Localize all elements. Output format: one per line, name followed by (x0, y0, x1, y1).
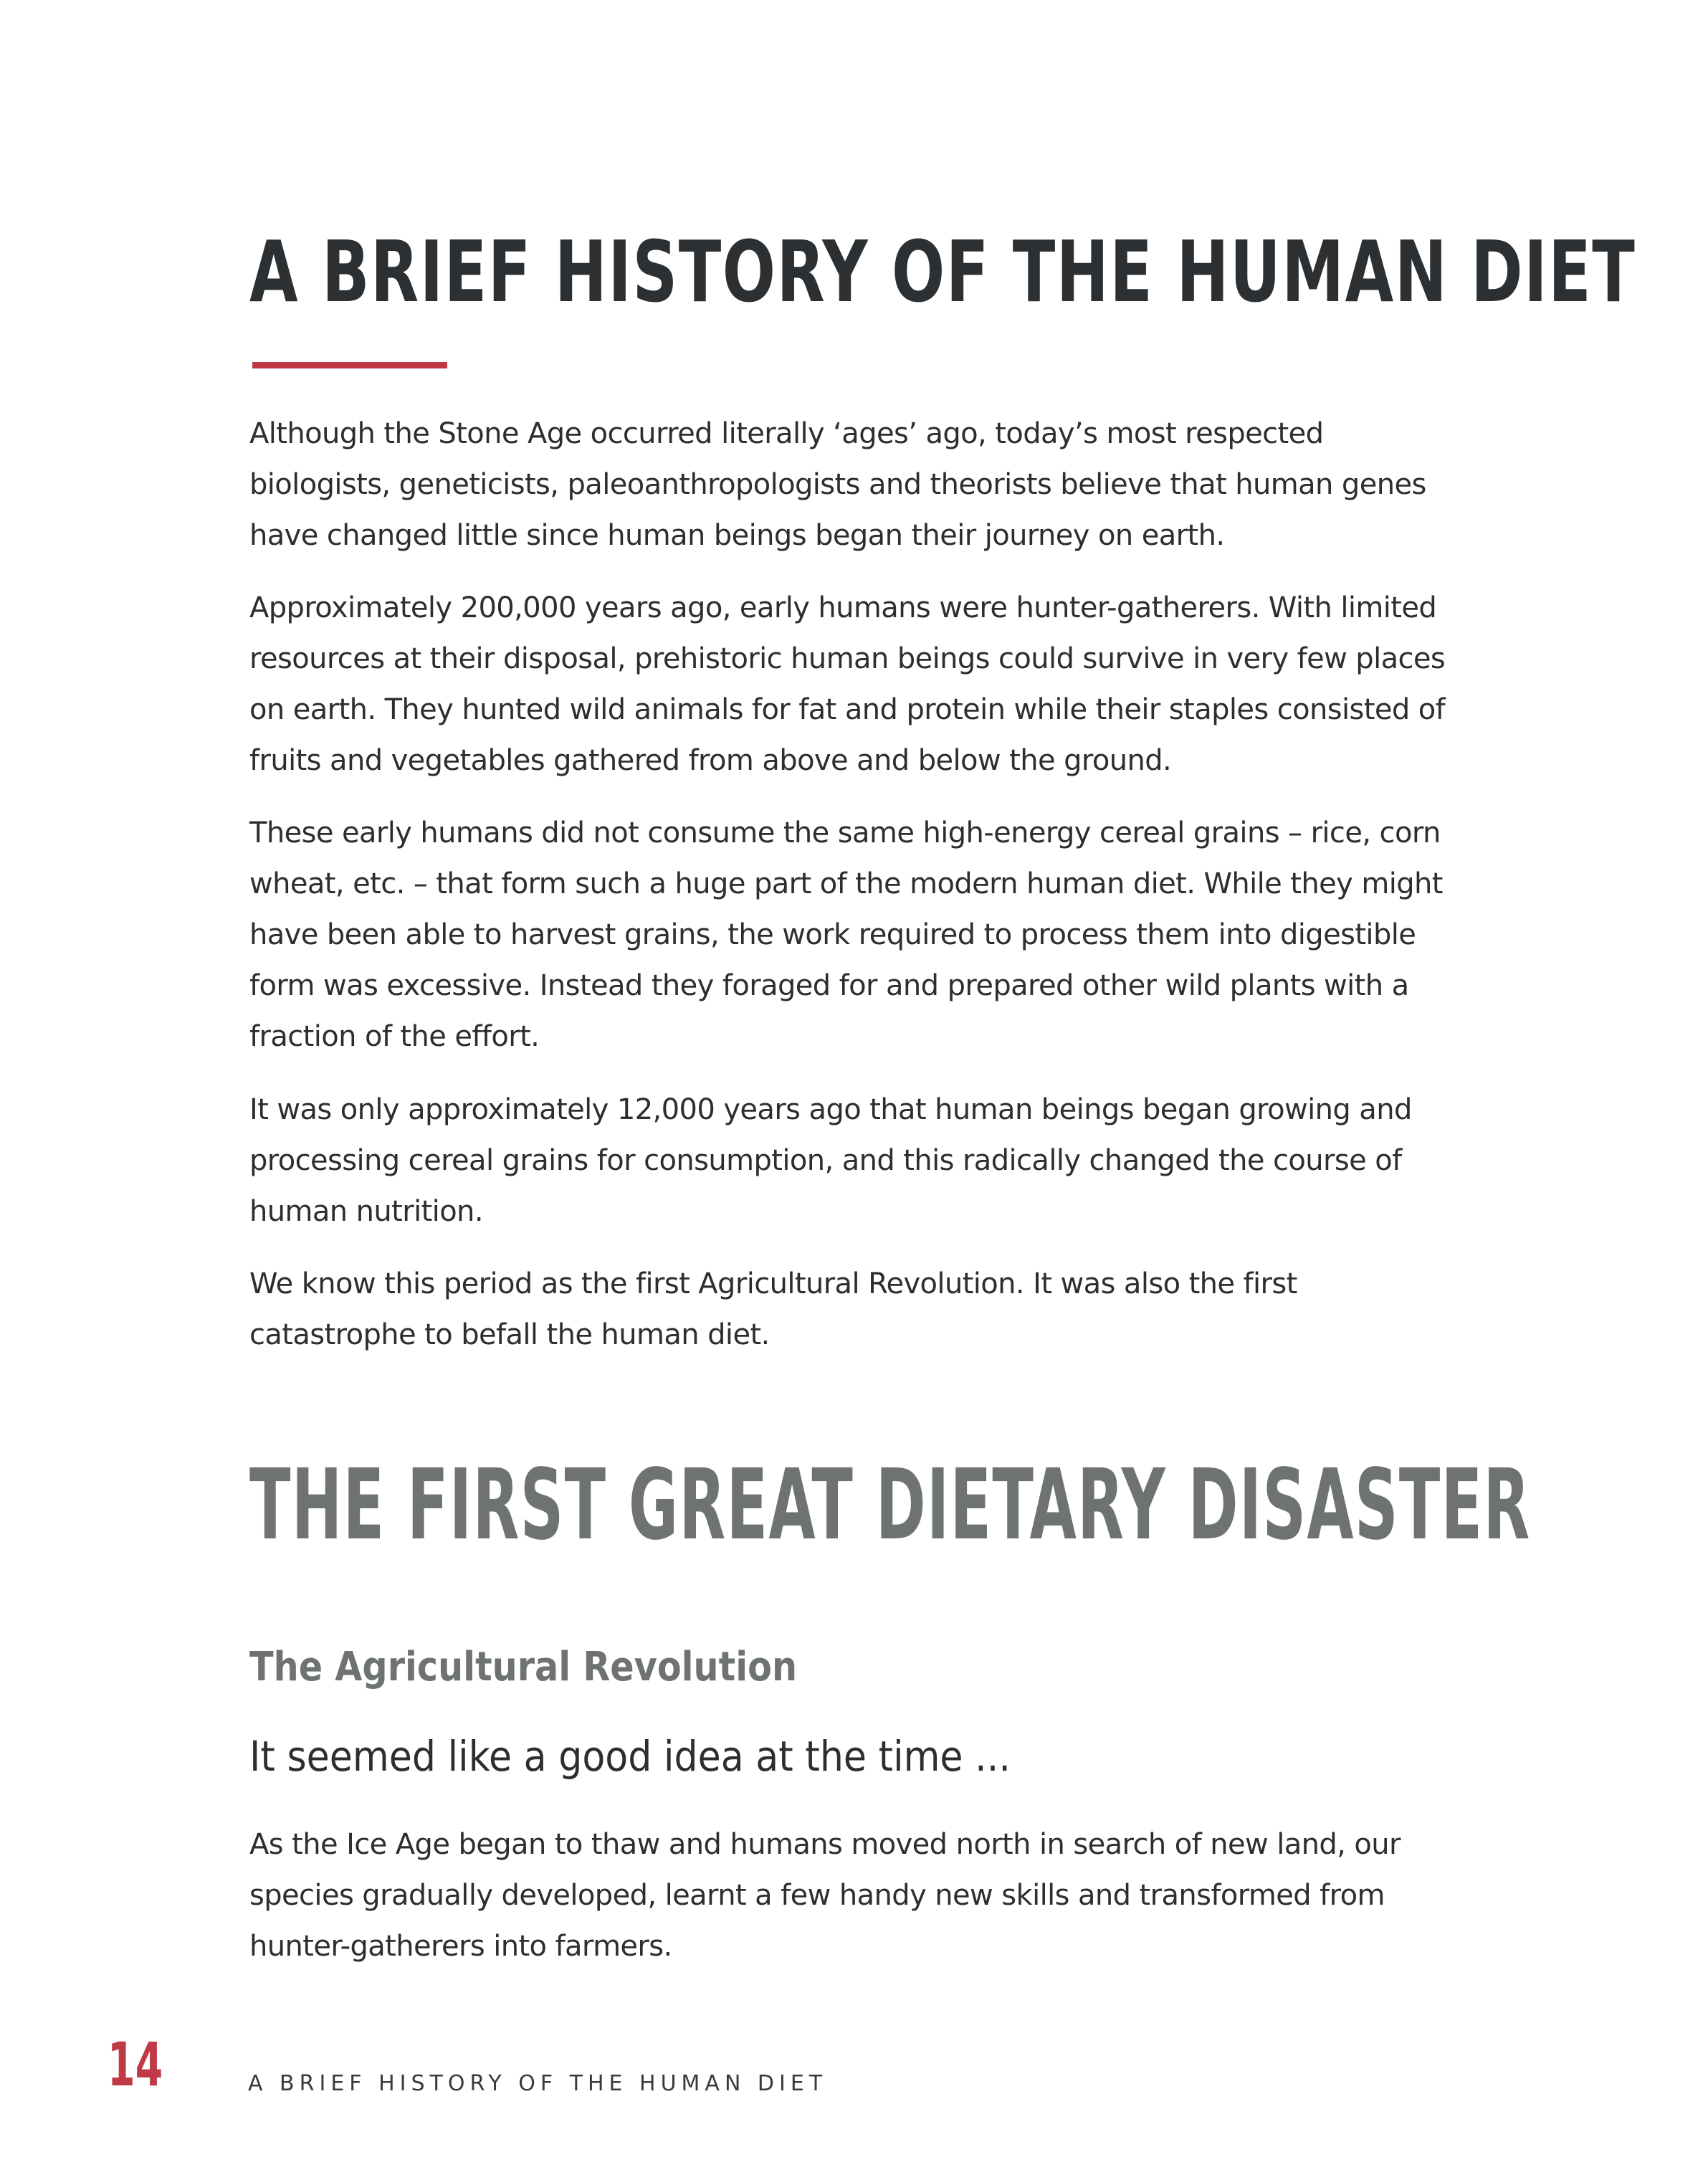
section-tagline: It seemed like a good idea at the time ... (249, 1732, 1011, 1781)
body-paragraph-4: It was only approximately 12,000 years ago that human beings began growing and processing cereal grains for consumption, and this radically changed the course of human nutrition. (249, 1093, 1412, 1228)
title-underline-rule (252, 362, 447, 368)
chapter-title: A BRIEF HISTORY OF THE HUMAN DIET (249, 222, 1636, 321)
running-footer-title: A BRIEF HISTORY OF THE HUMAN DIET (248, 2071, 828, 2096)
body-paragraph-6: As the Ice Age began to thaw and humans moved north in search of new land, our species gradually developed, learnt a few handy new skills and transformed from hunter-gatherers into farmers. (249, 1828, 1401, 1963)
page-number: 14 (108, 2029, 163, 2100)
body-paragraph-3: These early humans did not consume the same high-energy cereal grains – rice, corn wheat, etc. – that form such a huge part of the modern human diet. While they might have been able to harvest grains, the work required to process them into digestible form was excessive. Instead they foraged for and prepared other wild plants with a fraction of the effort. (249, 817, 1443, 1053)
body-paragraph-5: We know this period as the first Agricultural Revolution. It was also the first catastrophe to befall the human diet. (249, 1267, 1297, 1351)
body-paragraph-1: Although the Stone Age occurred literally ‘ages’ ago, today’s most respected biologists, geneticists, paleoanthropologists and theorists believe that human genes have changed little since human beings began their journey on earth. (249, 417, 1426, 552)
section-title: THE FIRST GREAT DIETARY DISASTER (249, 1449, 1531, 1562)
body-paragraph-2: Approximately 200,000 years ago, early humans were hunter-gatherers. With limited resources at their disposal, prehistoric human beings could survive in very few places on earth. They hunted wild animals for fat and protein while their staples consisted of fruits and vegetables gathered from above and below the ground. (249, 591, 1446, 777)
section-subheading: The Agricultural Revolution (249, 1644, 798, 1690)
